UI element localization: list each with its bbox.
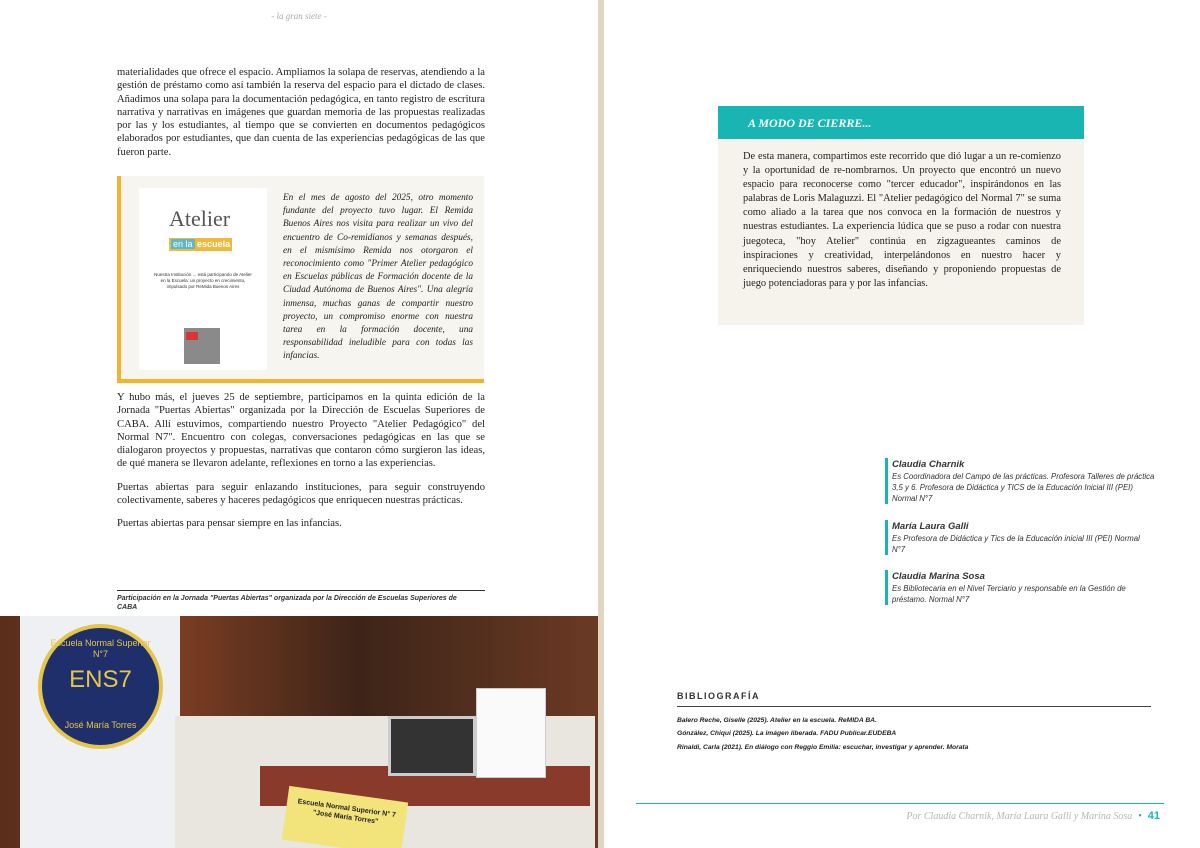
- right-page: [604, 0, 1200, 848]
- author-desc: Es Bibliotecaria en el Nivel Terciario y responsable en la Gestión de préstamo. Normal N°7: [892, 584, 1126, 604]
- closing-box: [718, 139, 1084, 325]
- footer-authors: Por Claudia Charnik, María Laura Galli y Marina Sosa: [906, 811, 1133, 822]
- bullet-icon: •: [1138, 811, 1142, 822]
- school-logo: [38, 624, 163, 749]
- bibliography-item: Balero Reche, Giselle (2025). Atelier en la escuela. ReMIDA BA.: [677, 717, 877, 724]
- school-banner: [20, 616, 180, 848]
- poster-band-b: escuela: [197, 239, 231, 249]
- author-name: María Laura Galli: [892, 521, 969, 532]
- photo-caption: Participación en la Jornada "Puertas Abiertas" organizada por la Dirección de Escuelas Superiores de CABA: [117, 595, 457, 611]
- footer-rule: [636, 803, 1164, 804]
- atelier-poster-image: [139, 188, 267, 370]
- poster-band-a: en la: [173, 239, 193, 249]
- section-heading: A MODO DE CIERRE...: [718, 106, 1084, 139]
- author-desc: Es Profesora de Didáctica y Tics de la Educación inicial III (PEI) Normal N°7: [892, 534, 1140, 554]
- left-page: [0, 0, 598, 848]
- bibliography-item: Rinaldi, Carla (2021). En diálogo con Reggio Emilia: escuchar, investigar y aprender. Morata: [677, 743, 969, 751]
- paragraph: Puertas abiertas para seguir enlazando instituciones, para seguir construyendo colectivamente, saberes y haceres pedagógicos que enriquecen nuestras prácticas.: [117, 481, 485, 507]
- remida-logo: [184, 328, 220, 364]
- author-bio: [885, 520, 1155, 555]
- author-name: Claudia Marina Sosa: [892, 571, 985, 582]
- callout-box: [117, 176, 484, 383]
- closing-text: De esta manera, compartimos este recorrido que dió lugar a un re-comienzo y la oportunidad de re-nombrarnos. Un proyecto que encontró un nuevo espacio para reconocerse como "tercer educador", inspirándonos en las palabras de Loris Malaguzzi. El "Atelier pedagógico del Normal 7" se suma como aliado a la tarea que nos convoca en la formación de nuestros y nuestras estudiantes. La experiencia lúdica que se puso a rodar con nuestra juegoteca, "hoy Atelier" continúa en zigzagueantes caminos de inspiraciones y creatividad, interpelándonos en nuestro hacer y enriqueciendo nuestros saberes, diseñando y proponiendo propuestas de juego potenciadoras para y por las infancias.: [743, 151, 1061, 289]
- bibliography-item: Gónzález, Chiqui (2025). La imágen liberada. FADU Publicar.EUDEBA: [677, 730, 897, 738]
- event-photo: [0, 616, 598, 848]
- footer: [906, 810, 1160, 822]
- poster-title: Atelier: [169, 206, 231, 231]
- laptop: [388, 716, 476, 776]
- author-name: Claudia Charnik: [892, 459, 965, 470]
- bibliography-heading: BIBLIOGRAFÍA: [677, 691, 760, 701]
- paragraph: Puertas abiertas para pensar siempre en las infancias.: [117, 518, 342, 530]
- paragraph: materialidades que ofrece el espacio. Ampliamos la solapa de reservas, atendiendo a la gestión de préstamo como así también la reserva del espacio para el dictado de clases. Añadimos una solapa para la documentación pedagógica, en tanto registro de escritura narrativa y narrativas en imágenes que guardan memoria de las propuestas realizadas por las y los estudiantes, al tiempo que se convierten en documentos pedagógicos elaborados por estudiantes, que dan cuenta de las experiencias pedagógicas de las que fueron parte.: [117, 67, 485, 158]
- logo-top-text: Escuela Normal Superior N°7: [50, 638, 151, 659]
- paragraph: Y hubo más, el jueves 25 de septiembre, participamos en la quinta edición de la Jornada "Puertas Abiertas" organizada por la Dirección de Escuelas Superiores de CABA. Allí estuvimos, compartiendo nuestro Proyecto "Atelier Pedagógico" del Normal N7". Encuentro con colegas, conversaciones pedagógicas en las que se dialogaron proyectos y propuestas, narrativas que contaron cómo surgieron las ideas, de qué manera se llevaron adelante, reflexiones en torno a las experiencias.: [117, 392, 485, 470]
- caption-rule: [117, 590, 485, 591]
- logo-bottom-text: José María Torres: [64, 720, 137, 730]
- body-text-2: [117, 391, 485, 541]
- school-sign: Escuela Normal Superior N° 7 "José María Torres": [282, 786, 408, 848]
- running-head: - la gran siete -: [271, 11, 327, 21]
- author-bio: [885, 570, 1155, 605]
- author-desc: Es Coordinadora del Campo de las prácticas. Profesora Talleres de práctica 3,5 y 6. Profesora de Didáctica y TICS de la Educación Inicial III (PEI) Normal N°7: [892, 472, 1155, 503]
- bibliography-rule: [677, 706, 1151, 707]
- logo-center-text: ENS7: [69, 666, 132, 693]
- page-number: 41: [1147, 810, 1160, 822]
- bibliography-list: [677, 714, 968, 754]
- poster-text: Nuestra Institución ... está participando de Atelier en la Escuela: un proyecto en crecimiento, impulsado por ReMida Buenos Aires: [154, 272, 252, 289]
- poster-band: [169, 238, 232, 251]
- body-text-1: [117, 66, 485, 159]
- author-bio: [885, 458, 1155, 504]
- poster-stand: [476, 688, 546, 778]
- callout-text: En el mes de agosto del 2025, otro momento fundante del proyecto tuvo lugar. El Remida Buenos Aires nos visita para realizar un vivo del encuentro de Co-remidianos y semanas después, en el mismísimo Remida nos otorgaron el reconocimiento como "Primer Atelier pedagógico en Escuelas públicas de Formación docente de la Ciudad Autónoma de Buenos Aires". Una alegría inmensa, muchas ganas de compartir nuestro proyecto, un compromiso enorme con nuestra tarea en la formación docente, una responsabilidad ineludible para con todas las infancias.: [283, 193, 473, 362]
